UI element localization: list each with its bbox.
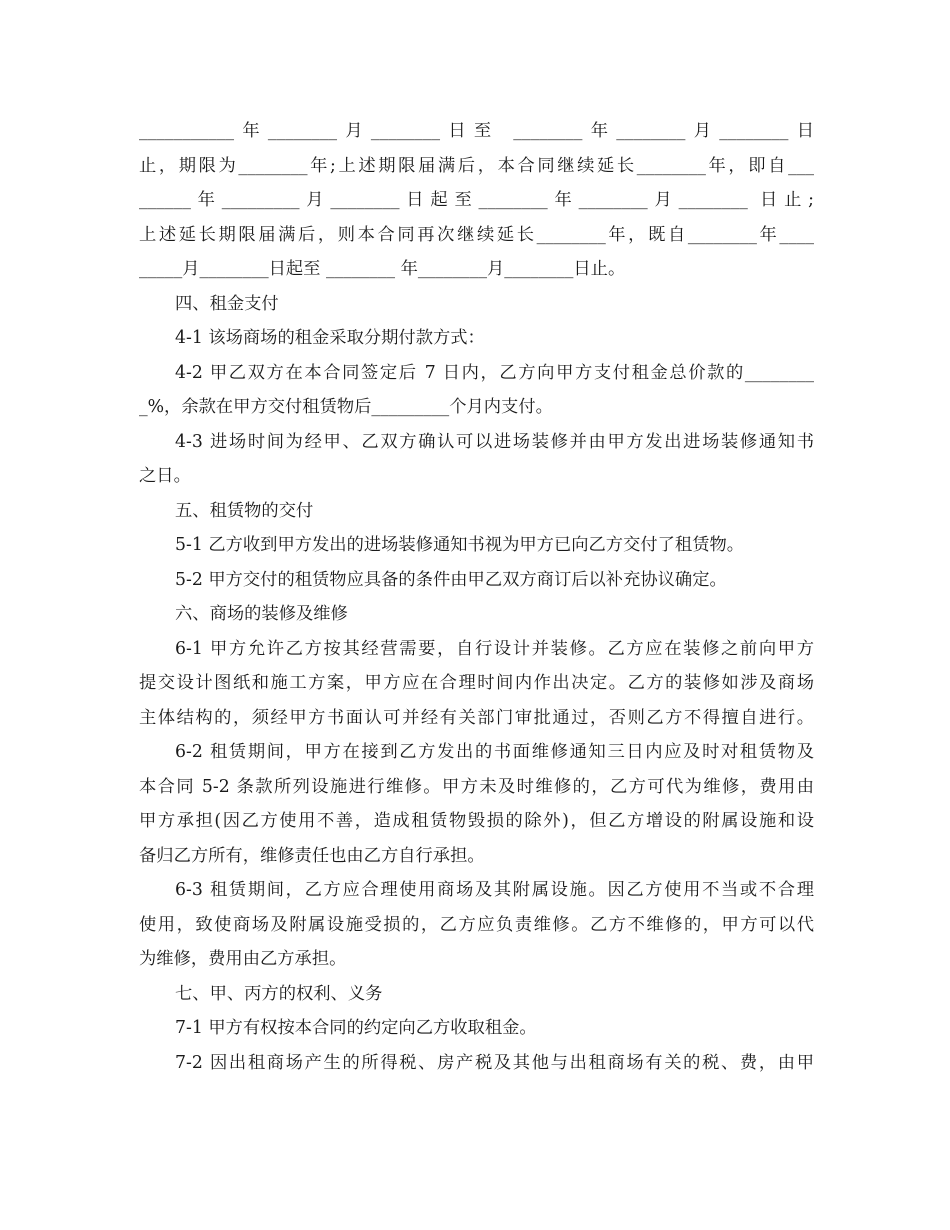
text-line: 四、租金支付 [175,293,279,314]
text-line: _%，余款在甲方交付租赁物后_________个月内支付。 [139,397,553,417]
text-line: 6-1 甲方允许乙方按其经营需要，自行设计并装修。乙方应在装修之前向甲方 [175,638,814,659]
text-line: 六、商场的装修及维修 [175,604,348,624]
text-line: 4-3 进场时间为经甲、乙双方确认可以进场装修并由甲方发出进场装修通知书 [175,431,814,452]
text-line: 6-3 租赁期间，乙方应合理使用商场及其附属设施。因乙方使用不当或不合理 [175,880,814,900]
text-line: 主体结构的，须经甲方书面认可并经有关部门审批通过，否则乙方不得擅自进行。 [139,707,814,728]
text-line: 本合同 5-2 条款所列设施进行维修。甲方未及时维修的，乙方可代为维修，费用由 [139,776,814,797]
document-body [139,114,814,1080]
text-line: ___________年________月________日至 ________年________月________日 [139,121,814,141]
text-line: 7-1 甲方有权按本合同的约定向乙方收取租金。 [175,1018,537,1038]
text-line: 七、甲、丙方的权利、义务 [175,983,383,1004]
text-line: 7-2 因出租商场产生的所得税、房产税及其他与出租商场有关的税、费，由甲 [175,1052,814,1073]
text-line: 5-1 乙方收到甲方发出的进场装修通知书视为甲方已向乙方交付了租赁物。 [175,535,745,555]
text-line: 备归乙方所有，维修责任也由乙方自行承担。 [139,845,485,866]
text-line: 提交设计图纸和施工方案，甲方应在合理时间内作出决定。乙方的装修如涉及商场 [139,673,814,693]
text-line: 使用，致使商场及附属设施受损的，乙方应负责维修。乙方不维修的，甲方可以代 [139,914,814,935]
text-line: _____月________日起至 ________ 年________月________日止。 [139,259,626,279]
text-line: 为维修，费用由乙方承担。 [139,949,347,969]
text-line: 五、租赁物的交付 [175,500,314,521]
text-line: 之日。 [139,466,191,486]
text-line: 4-2 甲乙双方在本合同签定后 7 日内，乙方向甲方支付租金总价款的________ [175,362,814,383]
text-line: 止，期限为________年;上述期限届满后，本合同继续延长________年，即自___ [139,155,814,176]
text-line: 上述延长期限届满后，则本合同再次继续延长________年，既自________年____ [139,224,814,245]
text-line: 5-2 甲方交付的租赁物应具备的条件由甲乙双方商订后以补充协议确定。 [175,569,727,590]
text-line: ______年_________月________日起至________年________月________ 日止; [139,190,814,210]
text-line: 甲方承担(因乙方使用不善，造成租赁物毁损的除外)，但乙方增设的附属设施和设 [139,811,814,831]
text-line: 6-2 租赁期间，甲方在接到乙方发出的书面维修通知三日内应及时对租赁物及 [175,742,814,762]
text-line: 4-1 该场商场的租金采取分期付款方式： [175,328,485,348]
